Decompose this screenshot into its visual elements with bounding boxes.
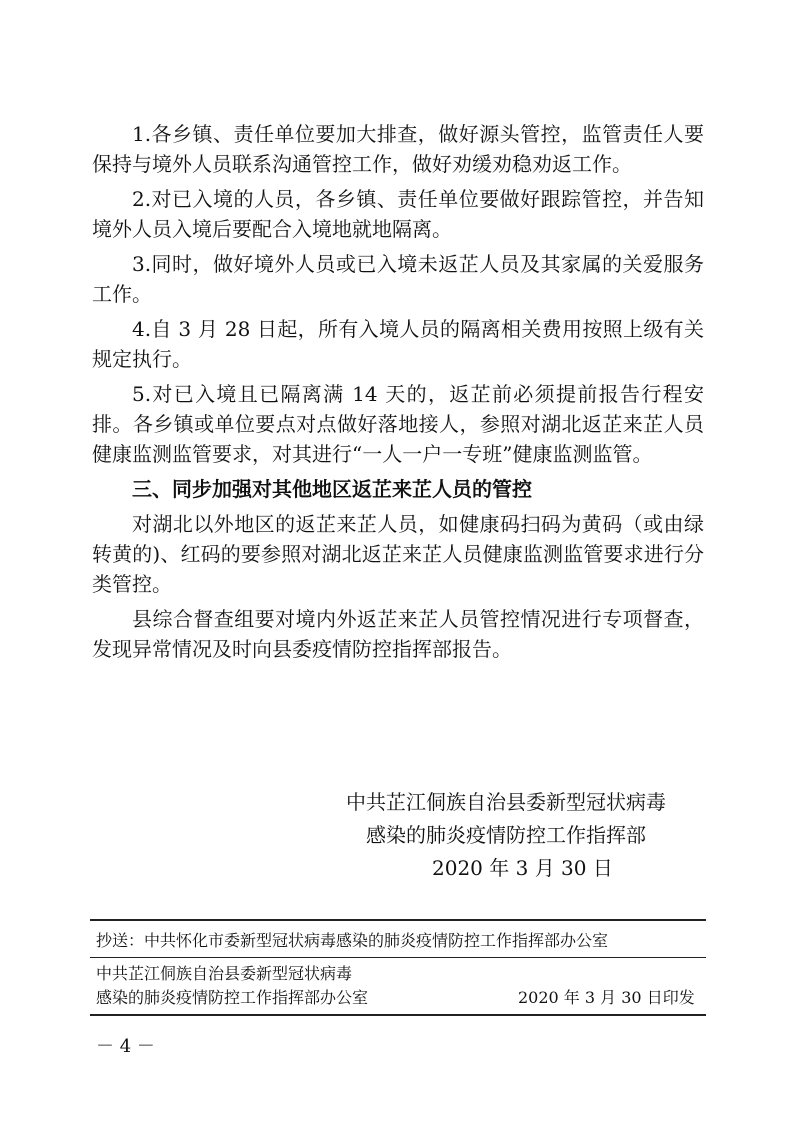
signature-org-line-1: 中共芷江侗族自治县委新型冠状病毒 — [346, 790, 666, 814]
signature-date: 2020 年 3 月 30 日 — [432, 856, 613, 880]
section-heading-3: 三、同步加强对其他地区返芷来芷人员的管控 — [132, 477, 532, 501]
page-number: － 4 － — [96, 1036, 155, 1057]
print-date: 2020 年 3 月 30 日印发 — [518, 988, 695, 1007]
footer-middle-rule — [90, 957, 706, 958]
body-text — [92, 119, 704, 664]
footer-top-rule — [90, 919, 706, 921]
paragraph-7: 县综合督查组要对境内外返芷来芷人员管控情况进行专项督查，发现异常情况及时向县委疫情防控指挥部报告。 — [92, 607, 704, 661]
issuer-line-2: 感染的肺炎疫情防控工作指挥部办公室 — [96, 988, 369, 1007]
paragraph-2: 2.对已入境的人员，各乡镇、责任单位要做好跟踪管控，并告知境外人员入境后要配合入境地就地隔离。 — [92, 187, 704, 241]
paragraph-5: 5.对已入境且已隔离满 14 天的，返芷前必须提前报告行程安排。各乡镇或单位要点对点做好落地接人，参照对湖北返芷来芷人员健康监测监管要求，对其进行“一人一户一专班”健康监测监管。 — [92, 382, 704, 466]
issuer-line-1: 中共芷江侗族自治县委新型冠状病毒 — [96, 964, 353, 983]
paragraph-3: 3.同时，做好境外人员或已入境未返芷人员及其家属的关爱服务工作。 — [92, 252, 704, 306]
paragraph-4: 4.自 3 月 28 日起，所有入境人员的隔离相关费用按照上级有关规定执行。 — [92, 317, 704, 371]
paragraph-1: 1.各乡镇、责任单位要加大排查，做好源头管控，监管责任人要保持与境外人员联系沟通管控工作，做好劝缓劝稳劝返工作。 — [92, 122, 704, 176]
paragraph-6: 对湖北以外地区的返芷来芷人员，如健康码扫码为黄码（或由绿转黄的)、红码的要参照对湖北返芷来芷人员健康监测监管要求进行分类管控。 — [92, 512, 704, 596]
signature-org-line-2: 感染的肺炎疫情防控工作指挥部 — [366, 823, 646, 847]
cc-line: 抄送：中共怀化市委新型冠状病毒感染的肺炎疫情防控工作指挥部办公室 — [96, 931, 609, 950]
footer-bottom-rule — [90, 1014, 706, 1016]
